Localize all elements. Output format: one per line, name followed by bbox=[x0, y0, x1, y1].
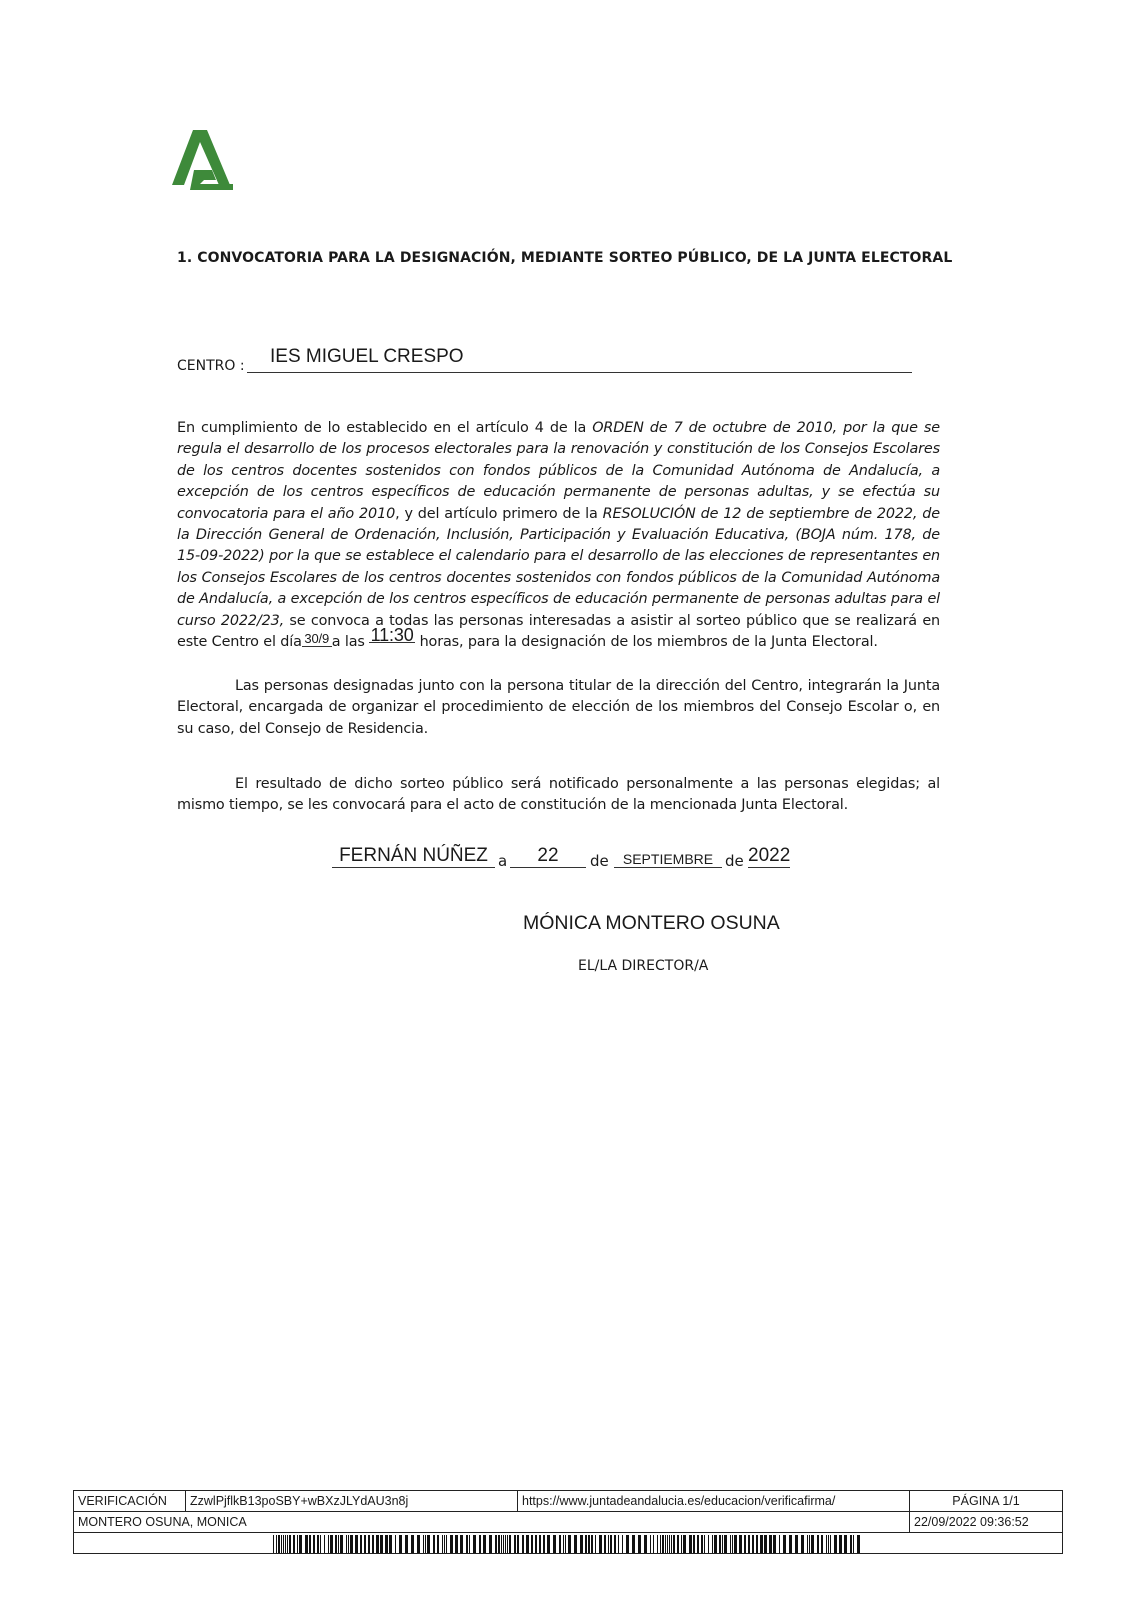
p1-text-3: se convoca a todas las personas interesadas a asistir al sorteo público que se realizará en este Centro el día bbox=[177, 612, 940, 651]
verification-signer: MONTERO OSUNA, MONICA bbox=[74, 1512, 910, 1533]
day-field: 22 bbox=[510, 845, 586, 868]
page-number: PÁGINA 1/1 bbox=[910, 1491, 1063, 1512]
paragraph-resultado: El resultado de dicho sorteo público será notificado personalmente a las personas elegidas; al mismo tiempo, se les convocará para el acto de constitución de la mencionada Junta Electoral. bbox=[177, 776, 940, 814]
date-a: a bbox=[498, 852, 508, 870]
verification-code: ZzwlPjflkB13poSBY+wBXzJLYdAU3n8j bbox=[186, 1491, 518, 1512]
junta-de-andalucia-logo bbox=[170, 130, 236, 190]
month-field: SEPTIEMBRE bbox=[614, 851, 722, 868]
p1-text-5: horas, para la designación de los miembros de la Junta Electoral. bbox=[415, 634, 878, 651]
sorteo-hour-field: 11:30 bbox=[370, 625, 414, 646]
verification-url[interactable]: https://www.juntadeandalucia.es/educacion/verificafirma/ bbox=[518, 1491, 910, 1512]
centro-value: IES MIGUEL CRESPO bbox=[270, 346, 464, 367]
verification-timestamp: 22/09/2022 09:36:52 bbox=[910, 1512, 1063, 1533]
date-de-2: de bbox=[725, 852, 744, 870]
paragraph-convocatoria bbox=[177, 418, 940, 653]
signer-role: EL/LA DIRECTOR/A bbox=[578, 958, 709, 974]
p1-text-2: , y del artículo primero de la bbox=[395, 505, 603, 522]
centro-underline bbox=[247, 372, 912, 373]
p1-text-4: a las bbox=[331, 634, 370, 651]
p1-orden-reference: ORDEN de 7 de octubre de 2010, por la que se regula el desarrollo de los procesos electorales para la renovación y constitución de los Consejos Escolares de los centros docentes sostenidos con fondos públicos de la Comunidad Autónoma de Andalucía, a excepción de los centros específicos de educación permanente de personas adultas, y se efectúa su convocatoria para el año 2010 bbox=[177, 420, 940, 522]
centro-label: CENTRO : bbox=[177, 358, 245, 374]
place-field: FERNÁN NÚÑEZ bbox=[332, 845, 495, 868]
barcode bbox=[273, 1535, 863, 1553]
sorteo-day-field: 30/9 bbox=[302, 632, 332, 647]
barcode-row bbox=[74, 1533, 1063, 1554]
paragraph-junta: Las personas designadas junto con la persona titular de la dirección del Centro, integrarán la Junta Electoral, encargada de organizar el procedimiento de elección de los miembros del Consejo Escolar o, en su caso, del Consejo de Residencia. bbox=[177, 678, 940, 737]
verification-label: VERIFICACIÓN bbox=[74, 1491, 186, 1512]
document-heading: 1. CONVOCATORIA PARA LA DESIGNACIÓN, MEDIANTE SORTEO PÚBLICO, DE LA JUNTA ELECTORAL bbox=[177, 250, 953, 266]
verification-box bbox=[73, 1490, 1063, 1554]
centro-field bbox=[177, 346, 917, 376]
date-de-1: de bbox=[590, 852, 609, 870]
signer-name: MÓNICA MONTERO OSUNA bbox=[523, 912, 780, 934]
p1-resolucion-reference: RESOLUCIÓN de 12 de septiembre de 2022, de la Dirección General de Ordenación, Inclusión, Participación y Evaluación Educativa, (BOJA núm. 178, de 15-09-2022) por la que se establece el calendario para el desarrollo de las elecciones de representantes en los Consejos Escolares de los centros docentes sostenidos con fondos públicos de la Comunidad Autónoma de Andalucía, a excepción de los centros específicos de educación permanente de personas adultas para el curso 2022/23, bbox=[177, 505, 940, 629]
p1-text-1: En cumplimiento de lo establecido en el artículo 4 de la bbox=[177, 420, 593, 436]
year-field: 2022 bbox=[748, 845, 791, 866]
date-line bbox=[332, 842, 802, 874]
